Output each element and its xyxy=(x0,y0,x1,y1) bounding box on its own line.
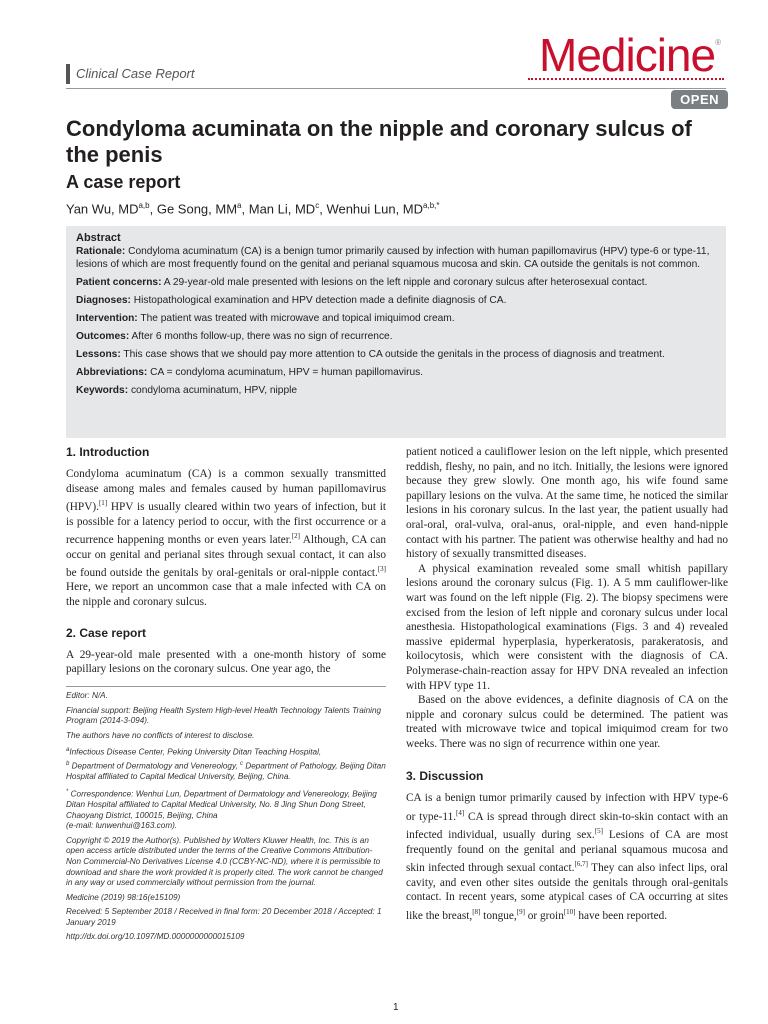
abstract-item xyxy=(76,276,716,289)
left-column xyxy=(66,445,386,677)
citation-ref[interactable]: [10] xyxy=(563,907,576,916)
abstract-label: Patient concerns: xyxy=(76,277,162,288)
footnote-conflicts: The authors have no conflicts of interest to disclose. xyxy=(66,730,255,740)
author-name: Ge Song, MM xyxy=(156,201,238,217)
intro-paragraph: Condyloma acuminatum (CA) is a common sexually transmitted disease among males and females caused by human papillomavirus (HPV).[1] HPV is usually cleared within two years of infection, but it is possible for a latency period to occur, with the first occurrence or a recurrence happening months or even years later.[2] Although, CA can occur on genital and perianal sites through sexual contact, it can also be found outside the genitals by oral-genitals or oral-nipple contact.[3] Here, we report an uncommon case that a male infected with CA on the nipple and coronary sulcus. xyxy=(66,468,386,609)
abstract-text: condyloma acuminatum, HPV, nipple xyxy=(130,385,298,396)
abstract-text: This case shows that we should pay more attention to CA outside the genitals in the process of diagnosis and treatment. xyxy=(123,349,665,360)
article-subtitle: A case report xyxy=(66,172,181,192)
right-column xyxy=(406,445,728,923)
footnotes xyxy=(66,686,386,947)
abstract-item xyxy=(76,384,716,397)
citation-ref[interactable]: [8] xyxy=(472,907,481,916)
abstract-heading: Abstract xyxy=(76,232,121,244)
author-affiliation: a,b,* xyxy=(423,201,440,210)
author-name: Man Li, MD xyxy=(248,201,316,217)
author-name: Yan Wu, MD xyxy=(66,201,139,217)
case-paragraph: A physical examination revealed some small whitish papillary lesions around the coronary sulcus (Fig. 1). A 5 mm cauliflower-like wart was found on the left nipple (Fig. 2). The biopsy specimens were excised from the lesion of left nipple and coronary sulcus under local anesthesia. Histopathological examinations (Figs. 3 and 4) revealed massive epidermal hyperplasia, hyperkeratosis, parakeratosis, and koilocytosis, which were consistent with the diagnosis of CA. Polymerase-chain-reaction assay for HPV DNA revealed an infection with HPV type 11. xyxy=(406,562,728,692)
discussion-paragraph: CA is a benign tumor primarily caused by infection with HPV type-6 or type-11.[4] CA is spread through direct skin-to-skin contact with an infected individual, usually during sex.[5] Lesions of CA are most frequently found on the genital and perianal squamous mucosa and skin infected through sexual contact.[6,7] They can also infect lips, oral cavity, and even other sites outside the genitals through oral-genitals contact. In recent years, some atypical cases of CA occurring at sites like the breast,[8] tongue,[9] or groin[10] have been reported. xyxy=(406,792,728,922)
abstract-label: Keywords: xyxy=(76,385,129,396)
doi-link[interactable]: http://dx.doi.org/10.1097/MD.0000000000015109 xyxy=(66,932,245,942)
abstract-item xyxy=(76,348,716,361)
abstract-text: After 6 months follow-up, there was no sign of recurrence. xyxy=(131,331,393,342)
abstract-label: Rationale: xyxy=(76,246,126,257)
open-access-badge: OPEN xyxy=(671,90,728,109)
page-number: 1 xyxy=(393,1002,399,1013)
header-rule xyxy=(66,88,726,89)
abstract-item xyxy=(76,294,716,307)
abstract-item xyxy=(76,245,716,271)
case-paragraph-continued: patient noticed a cauliflower lesion on the left nipple, which presented reddish, fleshy, no pain, and no itch. Initially, the lesions were ignored because they grew slowly. One month ago, his wife found same papillary lesions on the vulva. At the same time, he noticed the similar lesions in his coronary sulcus. In the last year, the patient usually had oral-oral, oral-vulva, oral-anus, oral-nipple, and even hand-nipple contact with his partner. The patient was otherwise healthy and had no history of sexually transmitted diseases. xyxy=(406,446,728,561)
correspondence-email[interactable]: (e-mail: lunwenhui@163.com). xyxy=(66,821,178,831)
citation-ref[interactable]: [1] xyxy=(98,499,108,508)
abstract-label: Outcomes: xyxy=(76,331,130,342)
section-marker xyxy=(66,64,70,84)
journal-logo xyxy=(539,28,720,82)
footnote-copyright: Copyright © 2019 the Author(s). Published by Wolters Kluwer Health, Inc. This is an open access article distributed under the terms of the Creative Commons Attribution-Non Commercial-No Derivatives License 4.0 (CCBY-NC-ND), where it is permissible to download and share the work provided it is properly cited. The work cannot be changed in any way or used commercially without permission from the journal. xyxy=(66,835,383,888)
citation-ref[interactable]: [6,7] xyxy=(574,860,588,869)
footnote-correspondence: * Correspondence: Wenhui Lun, Department of Dermatology and Venereology, Beijing Ditan Hospital affiliated to Capital Medical University, No. 8 Jing Shun Dong Street, Chaoyang District, 100015, Beijing, China (e-mail: lunwenhui@163.com). xyxy=(66,788,377,831)
citation-ref[interactable]: [3] xyxy=(377,565,386,574)
footnote-editor: Editor: N/A. xyxy=(66,691,108,700)
case-heading: 2. Case report xyxy=(66,625,147,640)
registered-mark: ® xyxy=(715,38,720,47)
abstract-text: CA = condyloma acuminatum, HPV = human papillomavirus. xyxy=(150,367,424,378)
citation-ref[interactable]: [4] xyxy=(456,809,465,818)
abstract-label: Lessons: xyxy=(76,349,121,360)
abstract-text: Condyloma acuminatum (CA) is a benign tumor primarily caused by infection with human papillomavirus (HPV) type-6 or type-11, lesions of which are most frequently found on the genital and perianal squamous mucosa and skin. CA outside the genitals is not common. xyxy=(76,246,710,270)
abstract-item xyxy=(76,366,716,379)
author-name: Wenhui Lun, MD xyxy=(326,201,424,217)
abstract-text: The patient was treated with microwave and topical imiquimod cream. xyxy=(140,313,455,324)
journal-name: Medicine xyxy=(539,29,716,81)
logo-underline xyxy=(528,78,724,82)
case-paragraph: Based on the above evidences, a definite diagnosis of CA on the nipple and coronary sulcus could be determined. The patient was treated with microwave twice and topical imiquimod cream for two weeks. There was no sign of recurrence within one year. xyxy=(406,694,728,750)
abstract-text: Histopathological examination and HPV detection made a definite diagnosis of CA. xyxy=(133,295,507,306)
footnote-funding: Financial support: Beijing Health System High-level Health Technology Talents Training Program (2014-3-094). xyxy=(66,705,382,726)
author-list: Yan Wu, MD$^{a,b}$, Ge Song, $MM^a$, Man Li, $MD^c$, Wenhui Lun, $MD^{a,b,*}$ xyxy=(66,201,440,217)
discussion-heading: 3. Discussion xyxy=(406,769,484,784)
author-affiliation: c xyxy=(315,201,320,210)
citation-ref[interactable]: [9] xyxy=(516,907,525,916)
footnote-dates: Received: 5 September 2018 / Received in final form: 20 December 2018 / Accepted: 1 January 2019 xyxy=(66,907,382,927)
author-affiliation: a xyxy=(237,201,242,210)
abstract-label: Abbreviations: xyxy=(76,367,148,378)
footnote-affiliations: $^a$Infectious Disease Center, Peking University Ditan Teaching Hospital, $^b$ Department of Dermatology and Venereology, $^c$ Department of Pathology, Beijing Ditan Hospital affiliated to Capital Medical University, Beijing, China. xyxy=(66,747,386,782)
intro-heading: 1. Introduction xyxy=(66,445,150,459)
section-label: Clinical Case Report xyxy=(76,66,195,81)
citation-ref[interactable]: [5] xyxy=(594,827,603,836)
case-paragraph: A 29-year-old male presented with a one-month history of some papillary lesions on the coronary sulcus. One year ago, the xyxy=(66,648,386,676)
footnote-citation: Medicine (2019) 98:16(e15109) xyxy=(66,892,181,902)
abstract-label: Intervention: xyxy=(76,313,138,324)
article-title: Condyloma acuminata on the nipple and coronary sulcus of the penis xyxy=(66,116,692,167)
abstract-item xyxy=(76,312,716,325)
abstract-text: A 29-year-old male presented with lesions on the left nipple and coronary sulcus after heterosexual contact. xyxy=(163,277,648,288)
abstract-label: Diagnoses: xyxy=(76,295,131,306)
citation-ref[interactable]: [2] xyxy=(291,532,300,541)
author-affiliation: a,b xyxy=(138,201,150,210)
abstract-item xyxy=(76,330,716,343)
abstract-box xyxy=(66,226,726,438)
